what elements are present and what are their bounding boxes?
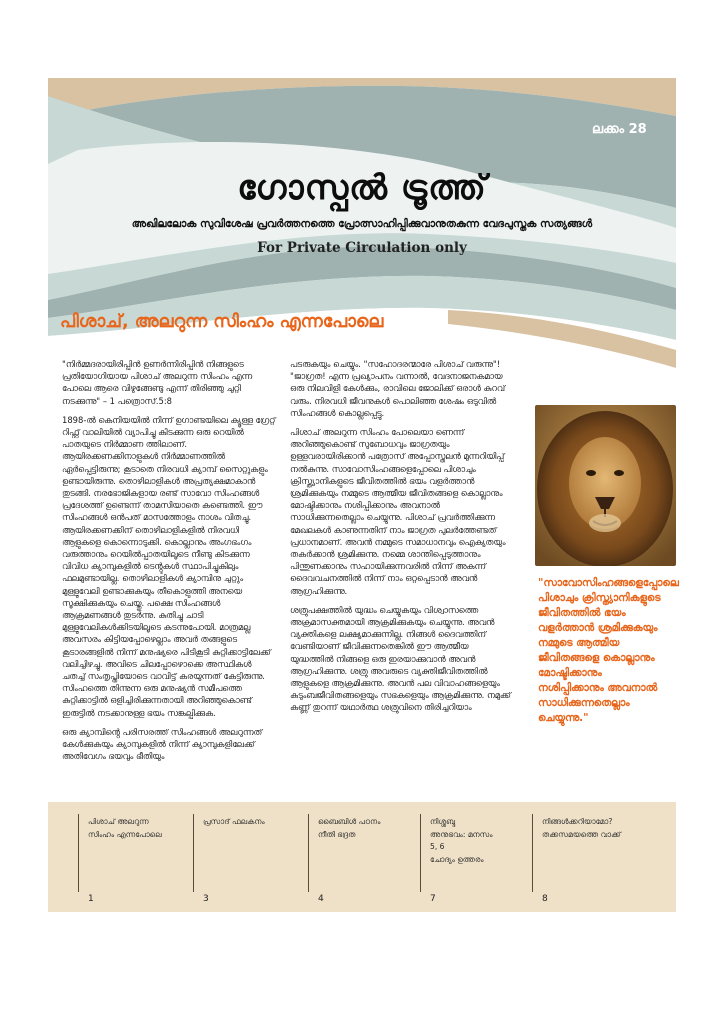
- toc-entry[interactable]: [308, 814, 418, 890]
- article-paragraph: 1898-ൽ കെനിയയിൽ നിന്ന് ഉഗാണ്ടയിലെ ക്യൂള്ള ഗ്രേറ്റ് റിഫ്റ്റ് വാലിയിൽ വ്യാപിച്ചു കിടക്കുന്ന ഒരു റെയിൽ പാതയുടെ നിർമ്മാണ ത്തിലാണ്. ആയിരക്കണക്കിനാളുകൾ നിർമ്മാണത്തിൽ ഏർപ്പെട്ടിരുന്നു; കൂടാതെ നിരവധി ക്യാമ്പ് സൈറ്റുകളും ഉണ്ടായിരുന്നു. തൊഴിലാളികൾ അപ്രത്യക്ഷമാകാൻ തുടങ്ങി. നരഭോജികളായ രണ്ട് സാവോ സിംഹങ്ങൾ പ്രദേശത്ത് ഉണ്ടെന്ന് താമസിയാതെ കണ്ടെത്തി. ഈ സിംഹങ്ങൾ ഒൻപത് മാസത്തോളം നാശം വിതച്ചു. ആയിരക്കണക്കിന് തൊഴിലാളികളിൽ നിരവധി ആളുകളെ കൊന്നൊടുക്കി. കൊല്ലാനും അംഗഭംഗം വരുത്താനും റെയിൽപ്പാതയിലൂടെ നീണ്ടു കിടക്കുന്ന വിവിധ ക്യാമ്പുകളിൽ ടെൻ്റുകൾ സ്ഥാപിച്ചുകിലും ഫലമുണ്ടായില്ല. തൊഴിലാളികൾ ക്യാമ്പിനു ചുറ്റും മുള്ളുവേലി ഉണ്ടാക്കുകയും തീകൊളുത്തി അനയെ സൂക്ഷിക്കുകയും ചെയ്തു. പക്ഷെ സിംഹങ്ങൾ ആക്രമണങ്ങൾ തുടർന്നു. കുതിച്ചു ചാടി മുള്ളുവേലികൾക്കിടയിലൂടെ കടന്നുപോയി. മാത്രമല്ല അവസരം കിട്ടിയപ്പോഴെല്ലാം അവർ തങ്ങളുടെ കൂടാരങ്ങളിൽ നിന്ന് മനുഷ്യരെ പിടികൂടി കുറ്റിക്കാട്ടിലേക്ക് വലിച്ചിഴച്ചു. അവിടെ ചിലപ്പോഴൊക്കെ അസ്ഥികൾ ചതച്ച് സംതൃപ്തിയോടെ വാവിട്ട് കരയുന്നത് കേട്ടിരുന്നു. സിംഹത്തെ തിന്നുന്ന ഒരു മനുഷ്യൻ സമീപത്തെ കുറ്റിക്കാട്ടിൽ ഒളിച്ചിരിക്കുന്നതായി അറിഞ്ഞുകൊണ്ട് ഇരുട്ടിൽ നടക്കാനുള്ള ഭയം സങ്കല്പിക്കുക.: [62, 414, 276, 718]
- toc-entry-title: പ്രസാദ് ഫലകനം: [203, 817, 265, 826]
- article-paragraph: "നിർമ്മദരായിരിപ്പിൻ ഉണർന്നിരിപ്പിൻ നിങ്ങളുടെ പ്രതിയോഗിയായ പിശാച് അലറുന്ന സിംഹം എന്ന പോലെ ആരെ വിഴുങ്ങേണ്ടു എന്ന് തിരിഞ്ഞു ചുറ്റി നടക്കുന്നു" – 1 പത്രൊസ്.5:8: [62, 359, 253, 406]
- toc-page-number: 7: [430, 894, 436, 904]
- toc-entry-title: നിശ്ശബ്ദ അനുഭവം: മനസം 5, 6 ചോദ്യം ഉത്തരം: [430, 817, 493, 864]
- toc-page-number: 8: [542, 894, 548, 904]
- toc-entry[interactable]: [532, 814, 662, 890]
- toc-entry-title: നിങ്ങൾക്കറിയാമോ? തക്കസമയത്തെ വാക്ക്: [542, 817, 621, 839]
- masthead-title: ഗോസ്പൽ ട്രൂത്ത്: [237, 168, 487, 208]
- article-headline: പിശാച്, അലറുന്ന സിംഹം എന്നപോലെ: [60, 312, 384, 332]
- article-paragraph: ഒരു ക്യാമ്പിൻ്റെ പരിസരത്ത് സിംഹങ്ങൾ അലറുന്നത് കേൾക്കുകയും ക്യാമ്പുകളിൽ നിന്ന് ക്യാമ്പുകളിലേക്ക് അതിവേഗം ഭയവും ഭീതിയും: [62, 726, 263, 762]
- table-of-contents: [48, 802, 676, 912]
- masthead-subtitle: അഖിലലോക സുവിശേഷ പ്രവർത്തനത്തെ പ്രോത്സാഹിപ്പിക്കുവാനുതകുന്ന വേദപുസ്തക സത്യങ്ങൾ: [131, 218, 593, 230]
- article-paragraph: പിശാച് അലറുന്ന സിംഹം പോലെയാ ണെന്ന് അറിഞ്ഞുകൊണ്ട് സുബോധവും ജാഗ്രതയും ഉള്ളവരായിരിക്കാൻ പത്രോസ് അപ്പോസ്തലൻ മുന്നറിയിപ്പ് നൽകുന്നു. സാവോസിംഹങ്ങളെപ്പോലെ പിശാചും ക്രിസ്ത്യാനികളുടെ ജീവിതത്തിൽ ഭയം വളർത്താൻ ശ്രമിക്കുകയും നമ്മുടെ ആത്മീയ ജീവിതങ്ങളെ കൊല്ലാനും മോഷ്ടിക്കാനും നശിപ്പിക്കാനും അവനാൽ സാധിക്കുന്നതെല്ലാം ചെയ്യുന്നു. പിശാച് പ്രവർത്തിക്കുന്ന മേഖലകൾ കാണുന്നതിന് നാം ജാഗ്രത പുലർത്തേണ്ടത് പ്രധാനമാണ്. അവൻ നമ്മുടെ സമാധാനവും ഐക്യതയും തകർക്കാൻ ശ്രമിക്കുന്നു. നമ്മെ ശാന്തിപ്പെടുത്താനും പിന്തുണക്കാനും സഹായിക്കുന്നവരിൽ നിന്ന് അകന്ന് ദൈവവചനത്തിൽ നിന്ന് നാം ഒറ്റപ്പെടാൻ അവൻ ആഗ്രഹിക്കുന്നു.: [290, 427, 506, 596]
- toc-entry[interactable]: [420, 814, 530, 890]
- circulation-note: For Private Circulation only: [257, 240, 467, 256]
- toc-page-number: 4: [318, 894, 324, 904]
- issue-number: ലക്കം 28: [592, 122, 647, 137]
- article-column-2: [290, 358, 512, 721]
- article-paragraph: പടരുകയും ചെയ്യും. "സഹോദരന്മാരേ പിശാച് വരുന്നു"! "ജാഗ്രത! എന്ന പ്രഖ്യാപനം വന്നാൽ, വേദനാജനകമായ ഒരു നിലവിളി കേൾക്കും, രാവിലെ ജോലിക്ക് ഒരാൾ കുറവ് വരും. നിരവധി ജീവനുകൾ പൊലിഞ്ഞ ശേഷം ഒടുവിൽ സിംഹങ്ങൾ കൊല്ലപ്പെട്ടു.: [290, 359, 505, 418]
- toc-entry[interactable]: [78, 814, 188, 890]
- toc-entry-title: ബൈബിൾ പഠനം നീതി ഭദ്രത: [318, 817, 381, 839]
- toc-page-number: 3: [203, 894, 209, 904]
- toc-page-number: 1: [88, 894, 94, 904]
- pull-quote: "സാവോസിംഹങ്ങളെപ്പോലെ പിശാചും ക്രിസ്ത്യാനികളുടെ ജീവിതത്തിൽ ഭയം വളർത്താൻ ശ്രമിക്കുകയും നമ്മുടെ ആത്മീയ ജീവിതങ്ങളെ കൊല്ലാനും മോഷ്ടിക്കാനും നശിപ്പിക്കാനും അവനാൽ സാധിക്കുന്നതെല്ലാം ചെയ്യുന്നു.": [538, 577, 679, 724]
- article-column-1: [62, 358, 276, 770]
- toc-entry[interactable]: [193, 814, 303, 890]
- lion-photo: [535, 405, 676, 566]
- article-paragraph: ശത്രുപക്ഷത്തിൽ യുദ്ധം ചെയ്യുകയും വിശ്വാസത്തെ അക്രമാസക്തമായി ആക്രമിക്കുകയും ചെയ്യുന്നു. അവൻ വ്യക്തികളെ ലക്ഷ്യമാക്കുന്നില്ല. നിങ്ങൾ ദൈവത്തിന് വേണ്ടിയാണ് ജീവിക്കുന്നതെങ്കിൽ ഈ ആത്മീയ യുദ്ധത്തിൽ നിങ്ങളെ ഒരു ഇരയാക്കുവാൻ അവൻ ആഗ്രഹിക്കുന്നു. ശത്രു അവരുടെ വ്യക്തിജീവിതത്തിൽ ആളുകളെ ആക്രമിക്കുന്നു. അവൻ പല വിവാഹങ്ങളെയും കുടുംബജീവിതങ്ങളെയും സഭകളെയും ആക്രമിക്കുന്നു. നമുക്ക് കണ്ണ് തുറന്ന് യഥാർത്ഥ ശത്രുവിനെ തിരിച്ചറിയാം: [290, 604, 511, 713]
- toc-entry-title: പിശാച് അലറുന്ന സിംഹം എന്നപോലെ: [88, 817, 162, 839]
